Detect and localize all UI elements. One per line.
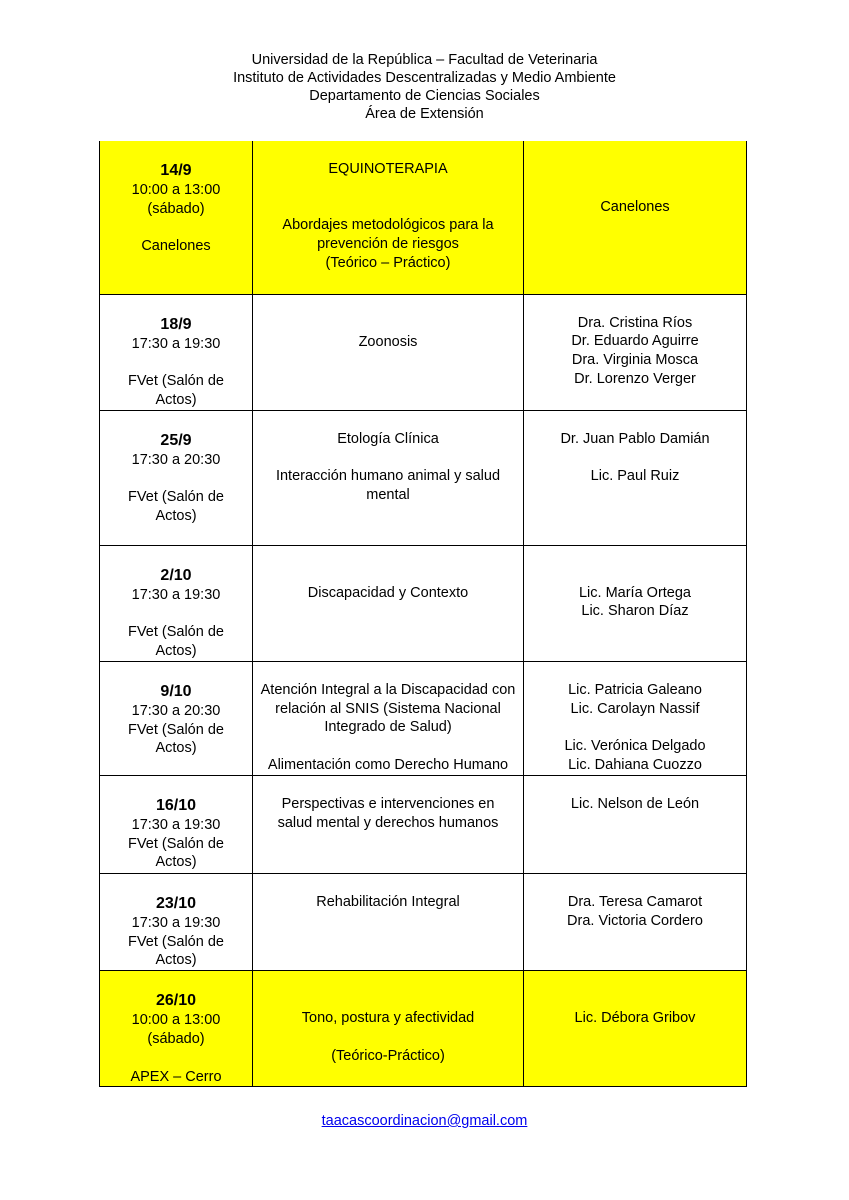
session-place: APEX – Cerro bbox=[130, 1068, 222, 1085]
topic-cell bbox=[253, 873, 524, 970]
date-cell bbox=[100, 971, 253, 1087]
topic-cell bbox=[253, 775, 524, 873]
session-topic: EQUINOTERAPIA bbox=[328, 161, 448, 177]
session-topic: Perspectivas e intervenciones en salud mental y derechos humanos bbox=[277, 795, 499, 831]
session-topic-secondary: Abordajes metodológicos para la prevención de riesgos (Teórico – Práctico) bbox=[282, 217, 494, 271]
header-institute: Instituto de Actividades Descentralizadas y Medio Ambiente bbox=[233, 70, 616, 86]
schedule-row bbox=[100, 971, 747, 1087]
date-cell bbox=[100, 410, 253, 545]
contact-email-link[interactable]: taacascoordinacion@gmail.com bbox=[321, 1113, 528, 1129]
session-date: 25/9 bbox=[160, 431, 192, 449]
schedule-row bbox=[100, 294, 747, 410]
session-presenters-secondary: Lic. Verónica Delgado Lic. Dahiana Cuozzo bbox=[564, 738, 706, 774]
session-date: 14/9 bbox=[160, 162, 192, 179]
session-date: 9/10 bbox=[160, 682, 192, 700]
presenters-cell bbox=[524, 775, 747, 873]
topic-cell bbox=[253, 410, 524, 545]
presenters-cell bbox=[524, 971, 747, 1087]
topic-cell bbox=[253, 661, 524, 775]
session-day: (sábado) bbox=[147, 1031, 205, 1048]
session-topic-secondary: Alimentación como Derecho Humano bbox=[267, 757, 509, 774]
session-time: 10:00 a 13:00 bbox=[131, 1012, 221, 1029]
session-time: 17:30 a 19:30 bbox=[131, 335, 221, 352]
date-cell bbox=[100, 545, 253, 661]
session-time: 17:30 a 19:30 bbox=[131, 586, 221, 603]
presenters-cell bbox=[524, 873, 747, 970]
topic-cell bbox=[253, 545, 524, 661]
session-presenters: Dr. Juan Pablo Damián bbox=[560, 430, 710, 447]
session-date: 18/9 bbox=[160, 315, 192, 333]
header-department: Departamento de Ciencias Sociales bbox=[309, 88, 540, 104]
topic-cell bbox=[253, 971, 524, 1087]
session-time: 17:30 a 19:30 bbox=[131, 914, 221, 931]
session-time: 17:30 a 19:30 bbox=[131, 816, 221, 833]
schedule-row bbox=[100, 873, 747, 970]
session-presenters: Lic. Débora Gribov bbox=[574, 1010, 696, 1027]
date-cell bbox=[100, 141, 253, 294]
date-cell bbox=[100, 775, 253, 873]
session-place: FVet (Salón de Actos) bbox=[128, 624, 224, 660]
document-header bbox=[0, 51, 849, 123]
session-presenters: Canelones bbox=[600, 199, 670, 215]
session-topic: Atención Integral a la Discapacidad con relación al SNIS (Sistema Nacional Integrado de Salud) bbox=[260, 681, 516, 736]
session-place: FVet (Salón de Actos) bbox=[128, 835, 224, 871]
session-date: 26/10 bbox=[155, 992, 197, 1010]
session-topic: Etología Clínica bbox=[337, 430, 439, 447]
session-topic: Zoonosis bbox=[358, 333, 418, 350]
presenters-cell bbox=[524, 141, 747, 294]
presenters-cell bbox=[524, 410, 747, 545]
presenters-cell bbox=[524, 661, 747, 775]
session-place: FVet (Salón de Actos) bbox=[128, 489, 224, 525]
session-time: 17:30 a 20:30 bbox=[131, 702, 221, 719]
session-date: 2/10 bbox=[160, 566, 192, 584]
session-day: (sábado) bbox=[147, 200, 205, 217]
header-area: Área de Extensión bbox=[365, 106, 484, 122]
date-cell bbox=[100, 661, 253, 775]
session-topic: Discapacidad y Contexto bbox=[307, 584, 469, 601]
schedule-row bbox=[100, 545, 747, 661]
session-presenters: Lic. Nelson de León bbox=[570, 795, 700, 812]
header-university: Universidad de la República – Facultad de Veterinaria bbox=[251, 52, 598, 68]
session-presenters-secondary: Lic. Paul Ruiz bbox=[590, 468, 680, 485]
session-presenters: Dra. Cristina Ríos Dr. Eduardo Aguirre Dra. Virginia Mosca Dr. Lorenzo Verger bbox=[571, 314, 699, 387]
schedule-row bbox=[100, 141, 747, 294]
schedule-table bbox=[99, 141, 747, 1087]
presenters-cell bbox=[524, 545, 747, 661]
session-place: Canelones bbox=[141, 238, 211, 255]
session-topic-secondary: (Teórico-Práctico) bbox=[331, 1047, 445, 1064]
schedule-row bbox=[100, 775, 747, 873]
date-cell bbox=[100, 294, 253, 410]
session-topic: Rehabilitación Integral bbox=[316, 893, 460, 910]
session-date: 16/10 bbox=[155, 796, 197, 814]
session-topic-secondary: Interacción humano animal y salud mental bbox=[275, 468, 501, 504]
schedule-row bbox=[100, 661, 747, 775]
presenters-cell bbox=[524, 294, 747, 410]
session-time: 10:00 a 13:00 bbox=[131, 182, 221, 198]
session-place: FVet (Salón de Actos) bbox=[128, 721, 224, 757]
schedule-row bbox=[100, 410, 747, 545]
document-footer bbox=[0, 1113, 849, 1129]
session-date: 23/10 bbox=[155, 894, 197, 912]
session-presenters: Lic. Patricia Galeano Lic. Carolayn Nassif bbox=[568, 681, 702, 717]
date-cell bbox=[100, 873, 253, 970]
session-topic: Tono, postura y afectividad bbox=[301, 1010, 475, 1027]
session-place: FVet (Salón de Actos) bbox=[128, 373, 224, 408]
topic-cell bbox=[253, 141, 524, 294]
session-presenters: Lic. María Ortega Lic. Sharon Díaz bbox=[578, 584, 691, 620]
topic-cell bbox=[253, 294, 524, 410]
session-presenters: Dra. Teresa Camarot Dra. Victoria Cordero bbox=[567, 893, 703, 929]
session-time: 17:30 a 20:30 bbox=[131, 451, 221, 468]
session-place: FVet (Salón de Actos) bbox=[128, 933, 224, 969]
